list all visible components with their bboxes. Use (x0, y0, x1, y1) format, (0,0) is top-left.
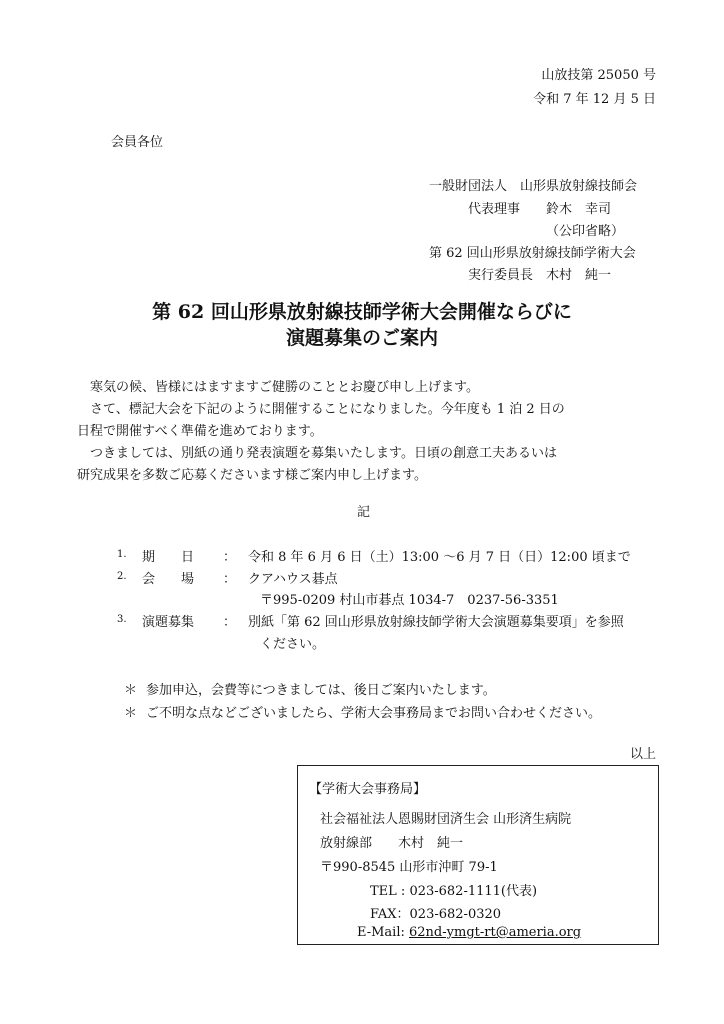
addressee: 会員各位 (111, 135, 164, 150)
sender-organization: 一般財団法人 山形県放射線技師会 (429, 179, 638, 194)
secretariat-fax: FAX：023-682-0320 (370, 907, 502, 922)
item-value-continued: ください。 (260, 637, 326, 652)
note-text: ご不明な点などございましたら、学術大会事務局までお問い合わせください。 (146, 706, 602, 721)
body-paragraph-2-line-2: 研究成果を多数ご応募くださいます様ご案内申し上げます。 (77, 468, 427, 483)
note-asterisk: ＊ (124, 683, 138, 698)
item-separator: ： (223, 550, 237, 565)
email-link[interactable]: 62nd-ymgt-rt@ameria.org (409, 925, 582, 940)
item-label: 演題募集 (142, 615, 195, 630)
item-value-address: 〒995-0209 村山市碁点 1034-7 0237-56-3351 (260, 593, 559, 608)
sender-committee-chair: 実行委員長 木村 純一 (468, 268, 612, 283)
secretariat-department: 放射線部 木村 純一 (320, 836, 464, 851)
note-text: 参加申込，会費等につきましては、後日ご案内いたします。 (146, 683, 496, 698)
item-value: クアハウス碁点 (248, 572, 338, 587)
item-number: 2. (117, 571, 127, 582)
item-value: 別紙「第 62 回山形県放射線技師学術大会演題募集要項」を参照 (248, 615, 624, 630)
body-paragraph-2-line-1: つきましては、別紙の通り発表演題を募集いたします。日頃の創意工夫あるいは (90, 446, 557, 461)
item-separator: ： (223, 572, 237, 587)
secretariat-address: 〒990-8545 山形市沖町 79-1 (320, 860, 498, 875)
closing-ijou: 以上 (629, 747, 656, 762)
document-number: 山放技第 25050 号 (541, 68, 656, 83)
secretariat-email-row (357, 925, 581, 940)
item-number: 1. (117, 549, 127, 560)
item-number: 3. (117, 614, 127, 625)
secretariat-hospital: 社会福祉法人恩賜財団済生会 山形済生病院 (320, 812, 572, 827)
email-label: E-Mail: (357, 925, 410, 940)
sender-representative: 代表理事 鈴木 幸司 (468, 202, 612, 217)
item-label: 会 場 (142, 572, 195, 587)
ki-marker: 記 (357, 505, 371, 520)
body-greeting: 寒気の候、皆様にはますますご健勝のこととお慶び申し上げます。 (90, 380, 479, 395)
item-separator: ： (223, 615, 237, 630)
secretariat-tel: TEL : 023-682-1111(代表) (370, 884, 538, 899)
body-paragraph-1-line-1: さて、標記大会を下記のように開催することになりました。今年度も 1 泊 2 日の (90, 402, 565, 417)
body-paragraph-1-line-2: 日程で開催すべく準備を進めております。 (77, 424, 323, 439)
note-asterisk: ＊ (124, 706, 138, 721)
document-title-line-1: 第 62 回山形県放射線技師学術大会開催ならびに (152, 301, 572, 323)
document-title-line-2: 演題募集のご案内 (285, 327, 438, 349)
secretariat-heading: 【学術大会事務局】 (309, 782, 427, 797)
seal-omitted-note: （公印省略） (546, 224, 625, 239)
item-value: 令和 8 年 6 月 6 日（土）13:00 ～6 月 7 日（日）12:00 頃まで (248, 550, 631, 565)
document-date: 令和 7 年 12 月 5 日 (533, 92, 656, 107)
sender-congress: 第 62 回山形県放射線技師学術大会 (429, 246, 636, 261)
item-label: 期 日 (142, 550, 195, 565)
